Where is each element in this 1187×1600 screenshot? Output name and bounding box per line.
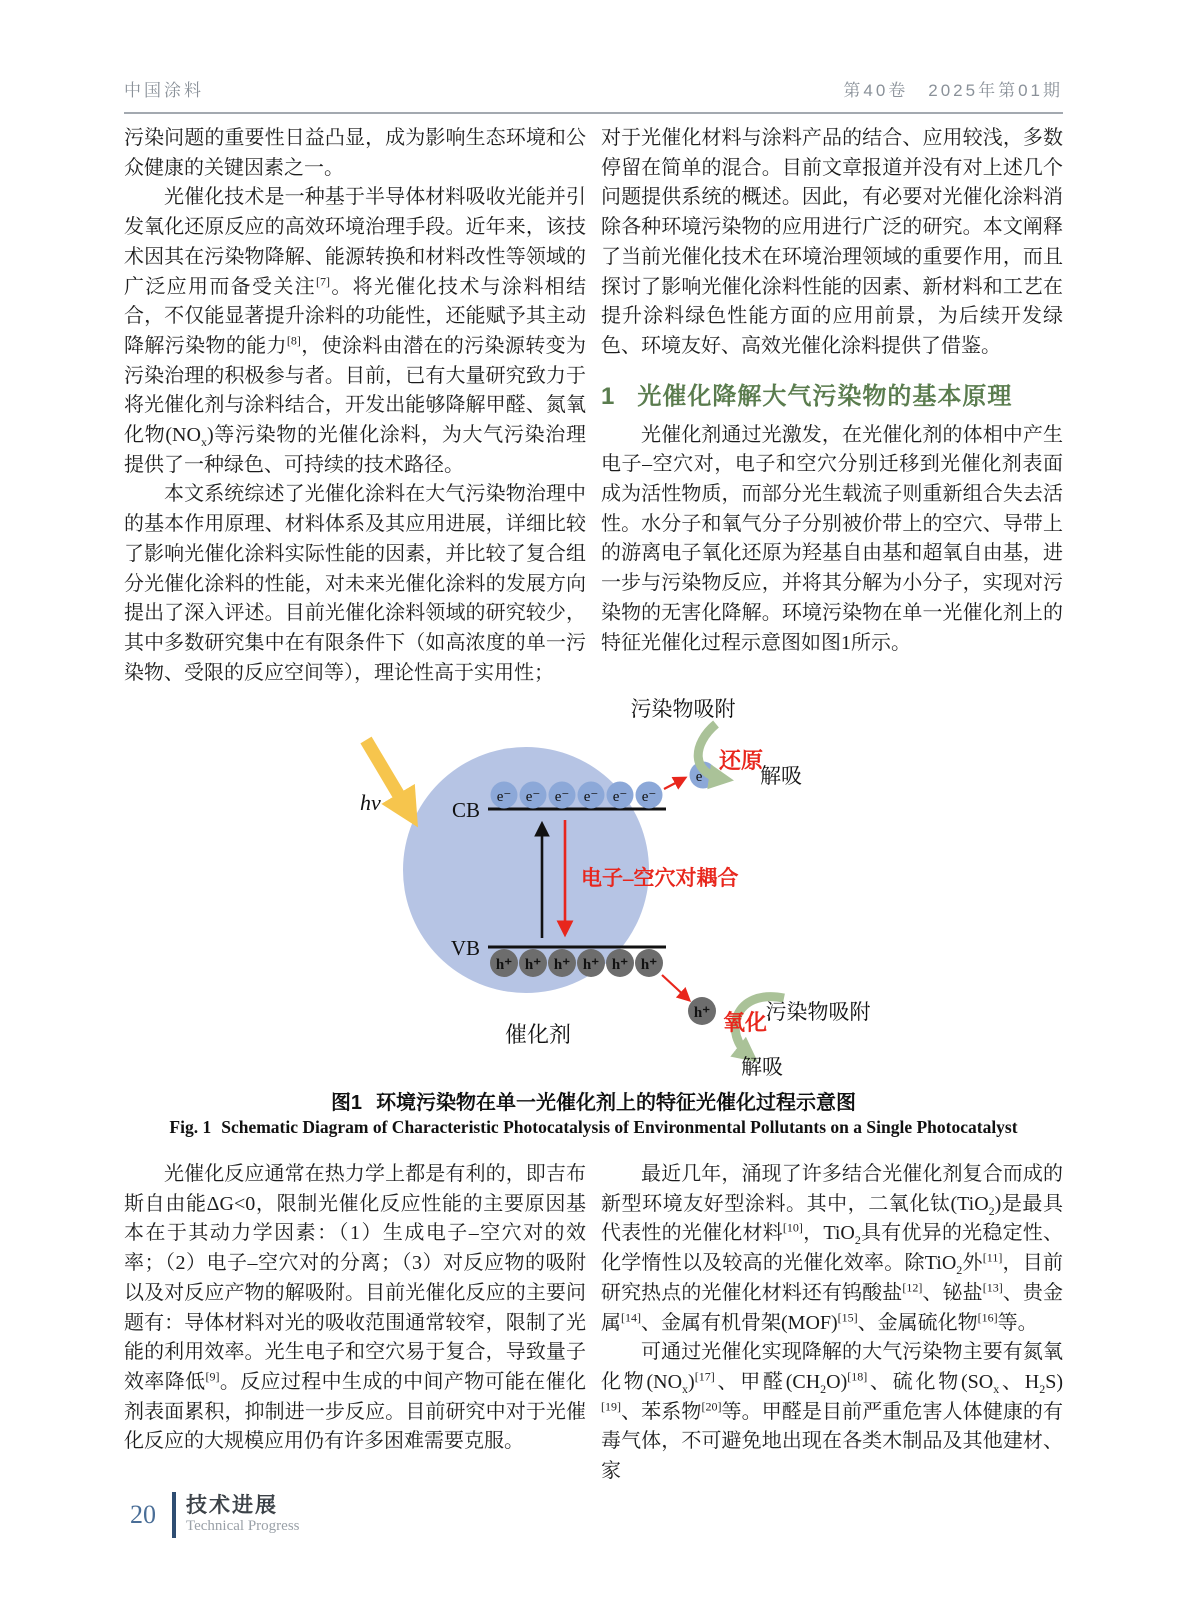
reduction-label: 还原 [719, 748, 764, 773]
svg-text:h⁺: h⁺ [524, 957, 542, 973]
body-right-column [601, 1160, 1063, 1487]
page-header [124, 76, 1063, 101]
figure-caption-zh-label: 图1 [330, 1092, 363, 1114]
body-left-column [124, 1160, 586, 1487]
issue-info: 第40卷 2025年第01期 [843, 81, 1063, 100]
figure-caption-zh [0, 1086, 1187, 1115]
svg-text:e⁻: e⁻ [583, 789, 599, 805]
adsorption-label-top: 污染物吸附 [630, 697, 736, 721]
svg-text:e⁻: e⁻ [695, 769, 711, 785]
intro-columns [124, 124, 1063, 688]
svg-text:h⁺: h⁺ [693, 1005, 711, 1021]
figure-caption-zh-text: 环境污染物在单一光催化剂上的特征光催化过程示意图 [376, 1092, 857, 1114]
intro-right-column [601, 124, 1063, 688]
svg-text:h⁺: h⁺ [495, 957, 513, 973]
hole-transfer-arrow [662, 975, 689, 1000]
intro-left-column [124, 124, 586, 688]
desorption-label-bottom: 解吸 [741, 1055, 783, 1079]
figure-caption-en-label: Fig. 1 [169, 1117, 212, 1137]
hv-label: hν [360, 790, 381, 815]
footer-section-en: Technical Progress [186, 1518, 300, 1535]
svg-text:h⁺: h⁺ [611, 957, 629, 973]
svg-text:e⁻: e⁻ [641, 789, 657, 805]
svg-text:h⁺: h⁺ [582, 957, 600, 973]
svg-text:e⁻: e⁻ [496, 789, 512, 805]
figure-caption-en [0, 1117, 1187, 1138]
catalyst-label: 催化剂 [504, 1022, 572, 1047]
footer-section-labels [186, 1494, 300, 1535]
oxidation-label: 氧化 [722, 1010, 768, 1035]
svg-text:e⁻: e⁻ [525, 789, 541, 805]
paragraph: 污染问题的重要性日益凸显，成为影响生态环境和公众健康的关键因素之一。 [124, 127, 586, 179]
cb-label: CB [451, 798, 480, 822]
electron-transfer-arrow [664, 778, 685, 789]
vb-label: VB [450, 936, 480, 960]
photocatalysis-diagram [292, 682, 892, 1084]
page-footer [130, 1492, 300, 1538]
paragraph: 最近几年，涌现了许多结合光催化剂复合而成的新型环境友好型涂料。其中，二氧化钛(TiO$_2$)是最具代表性的光催化材料[10]，TiO$_2$具有优异的光稳定性、化学惰性以及较高的光催化效率。除TiO$_2$外[11]，目前研究热点的光催化材料还有钨酸盐[12]、铋盐[13]、贵金属[14]、金属有机骨架(MOF)[15]、金属硫化物[16]等。 [601, 1163, 1064, 1334]
paragraph: 对于光催化材料与涂料产品的结合、应用较浅，多数停留在简单的混合。目前文章报道并没有对上述几个问题提供系统的概述。因此，有必要对光催化涂料消除各种环境污染物的应用进行广泛的研究。本文阐释了当前光催化技术在环境治理领域的重要作用，而且探讨了影响光催化涂料性能的因素、新材料和工艺在提升涂料绿色性能方面的应用前景，为后续开发绿色、环境友好、高效光催化涂料提供了借鉴。 [601, 127, 1063, 357]
svg-text:e⁻: e⁻ [554, 789, 570, 805]
svg-text:e⁻: e⁻ [612, 789, 628, 805]
section-title: 光催化降解大气污染物的基本原理 [637, 382, 1013, 410]
figure-caption-en-text: Schematic Diagram of Characteristic Photocatalysis of Environmental Pollutants on a Single Photocatalyst [221, 1117, 1018, 1137]
paragraph: 可通过光催化实现降解的大气污染物主要有氮氧化物$(NO_x)[17]$、甲醛$(CH_2O)[18]$、硫化物($SO_x$、$H_2S)[19]$、苯系物[20]等。甲醛是目前严重危害人体健康的有毒气体，不可避免地出现在各类木制品及其他建材、家 [601, 1341, 1064, 1483]
paragraph: 光催化剂通过光激发，在光催化剂的体相中产生电子–空穴对，电子和空穴分别迁移到光催化剂表面成为活性物质，而部分光生载流子则重新组合失去活性。水分子和氧气分子分别被价带上的空穴、导带上的游离电子氧化还原为羟基自由基和超氧自由基，进一步与污染物反应，并将其分解为小分子，实现对污染物的无害化降解。环境污染物在单一光催化剂上的特征光催化过程示意图如图1所示。 [601, 423, 1063, 654]
paragraph: 光催化反应通常在热力学上都是有利的，即吉布斯自由能ΔG<0，限制光催化反应性能的主要原因基本在于其动力学因素：（1）生成电子–空穴对的效率；（2）电子–空穴对的分离；（3）对反应物的吸附以及对反应产物的解吸附。目前光催化反应的主要问题有：导体材料对光的吸收范围通常较窄，限制了光能的利用效率。光生电子和空穴易于复合，导致量子效率降低[9]。反应过程中生成的中间产物可能在催化剂表面累积，抑制进一步反应。目前研究中对于光催化反应的大规模应用仍有许多困难需要克服。 [124, 1163, 587, 1453]
header-rule [124, 112, 1063, 114]
section-number: 1 [601, 382, 616, 410]
section-1-heading [601, 376, 1063, 411]
footer-divider-bar [172, 1492, 176, 1538]
desorption-label-top: 解吸 [760, 764, 802, 788]
recombination-label: 电子–空穴对耦合 [581, 866, 739, 890]
figure-1 [292, 682, 892, 1084]
body-columns [124, 1160, 1063, 1487]
paragraph: 光催化技术是一种基于半导体材料吸收光能并引发氧化还原反应的高效环境治理手段。近年来，该技术因其在污染物降解、能源转换和材料改性等领域的广泛应用而备受关注[7]。将光催化技术与涂料相结合，不仅能显著提升涂料的功能性，还能赋予其主动降解污染物的能力[8]，使涂料由潜在的污染源转变为污染治理的积极参与者。目前，已有大量研究致力于将光催化剂与涂料结合，开发出能够降解甲醛、氮氧化物$(NO_x)$等污染物的光催化涂料，为大气污染治理提供了一种绿色、可持续的技术路径。 [124, 186, 587, 476]
adsorption-label-bottom: 污染物吸附 [765, 1000, 871, 1024]
journal-name: 中国涂料 [124, 81, 204, 100]
footer-section-zh: 技术进展 [186, 1494, 278, 1518]
svg-text:h⁺: h⁺ [553, 957, 571, 973]
svg-text:h⁺: h⁺ [640, 957, 658, 973]
page-number: 20 [130, 1500, 156, 1529]
paragraph: 本文系统综述了光催化涂料在大气污染物治理中的基本作用原理、材料体系及其应用进展，详细比较了影响光催化涂料实际性能的因素，并比较了复合组分光催化涂料的性能，对未来光催化涂料的发展方向提出了深入评述。目前光催化涂料领域的研究较少，其中多数研究集中在有限条件下（如高浓度的单一污染物、受限的反应空间等），理论性高于实用性； [124, 483, 586, 684]
